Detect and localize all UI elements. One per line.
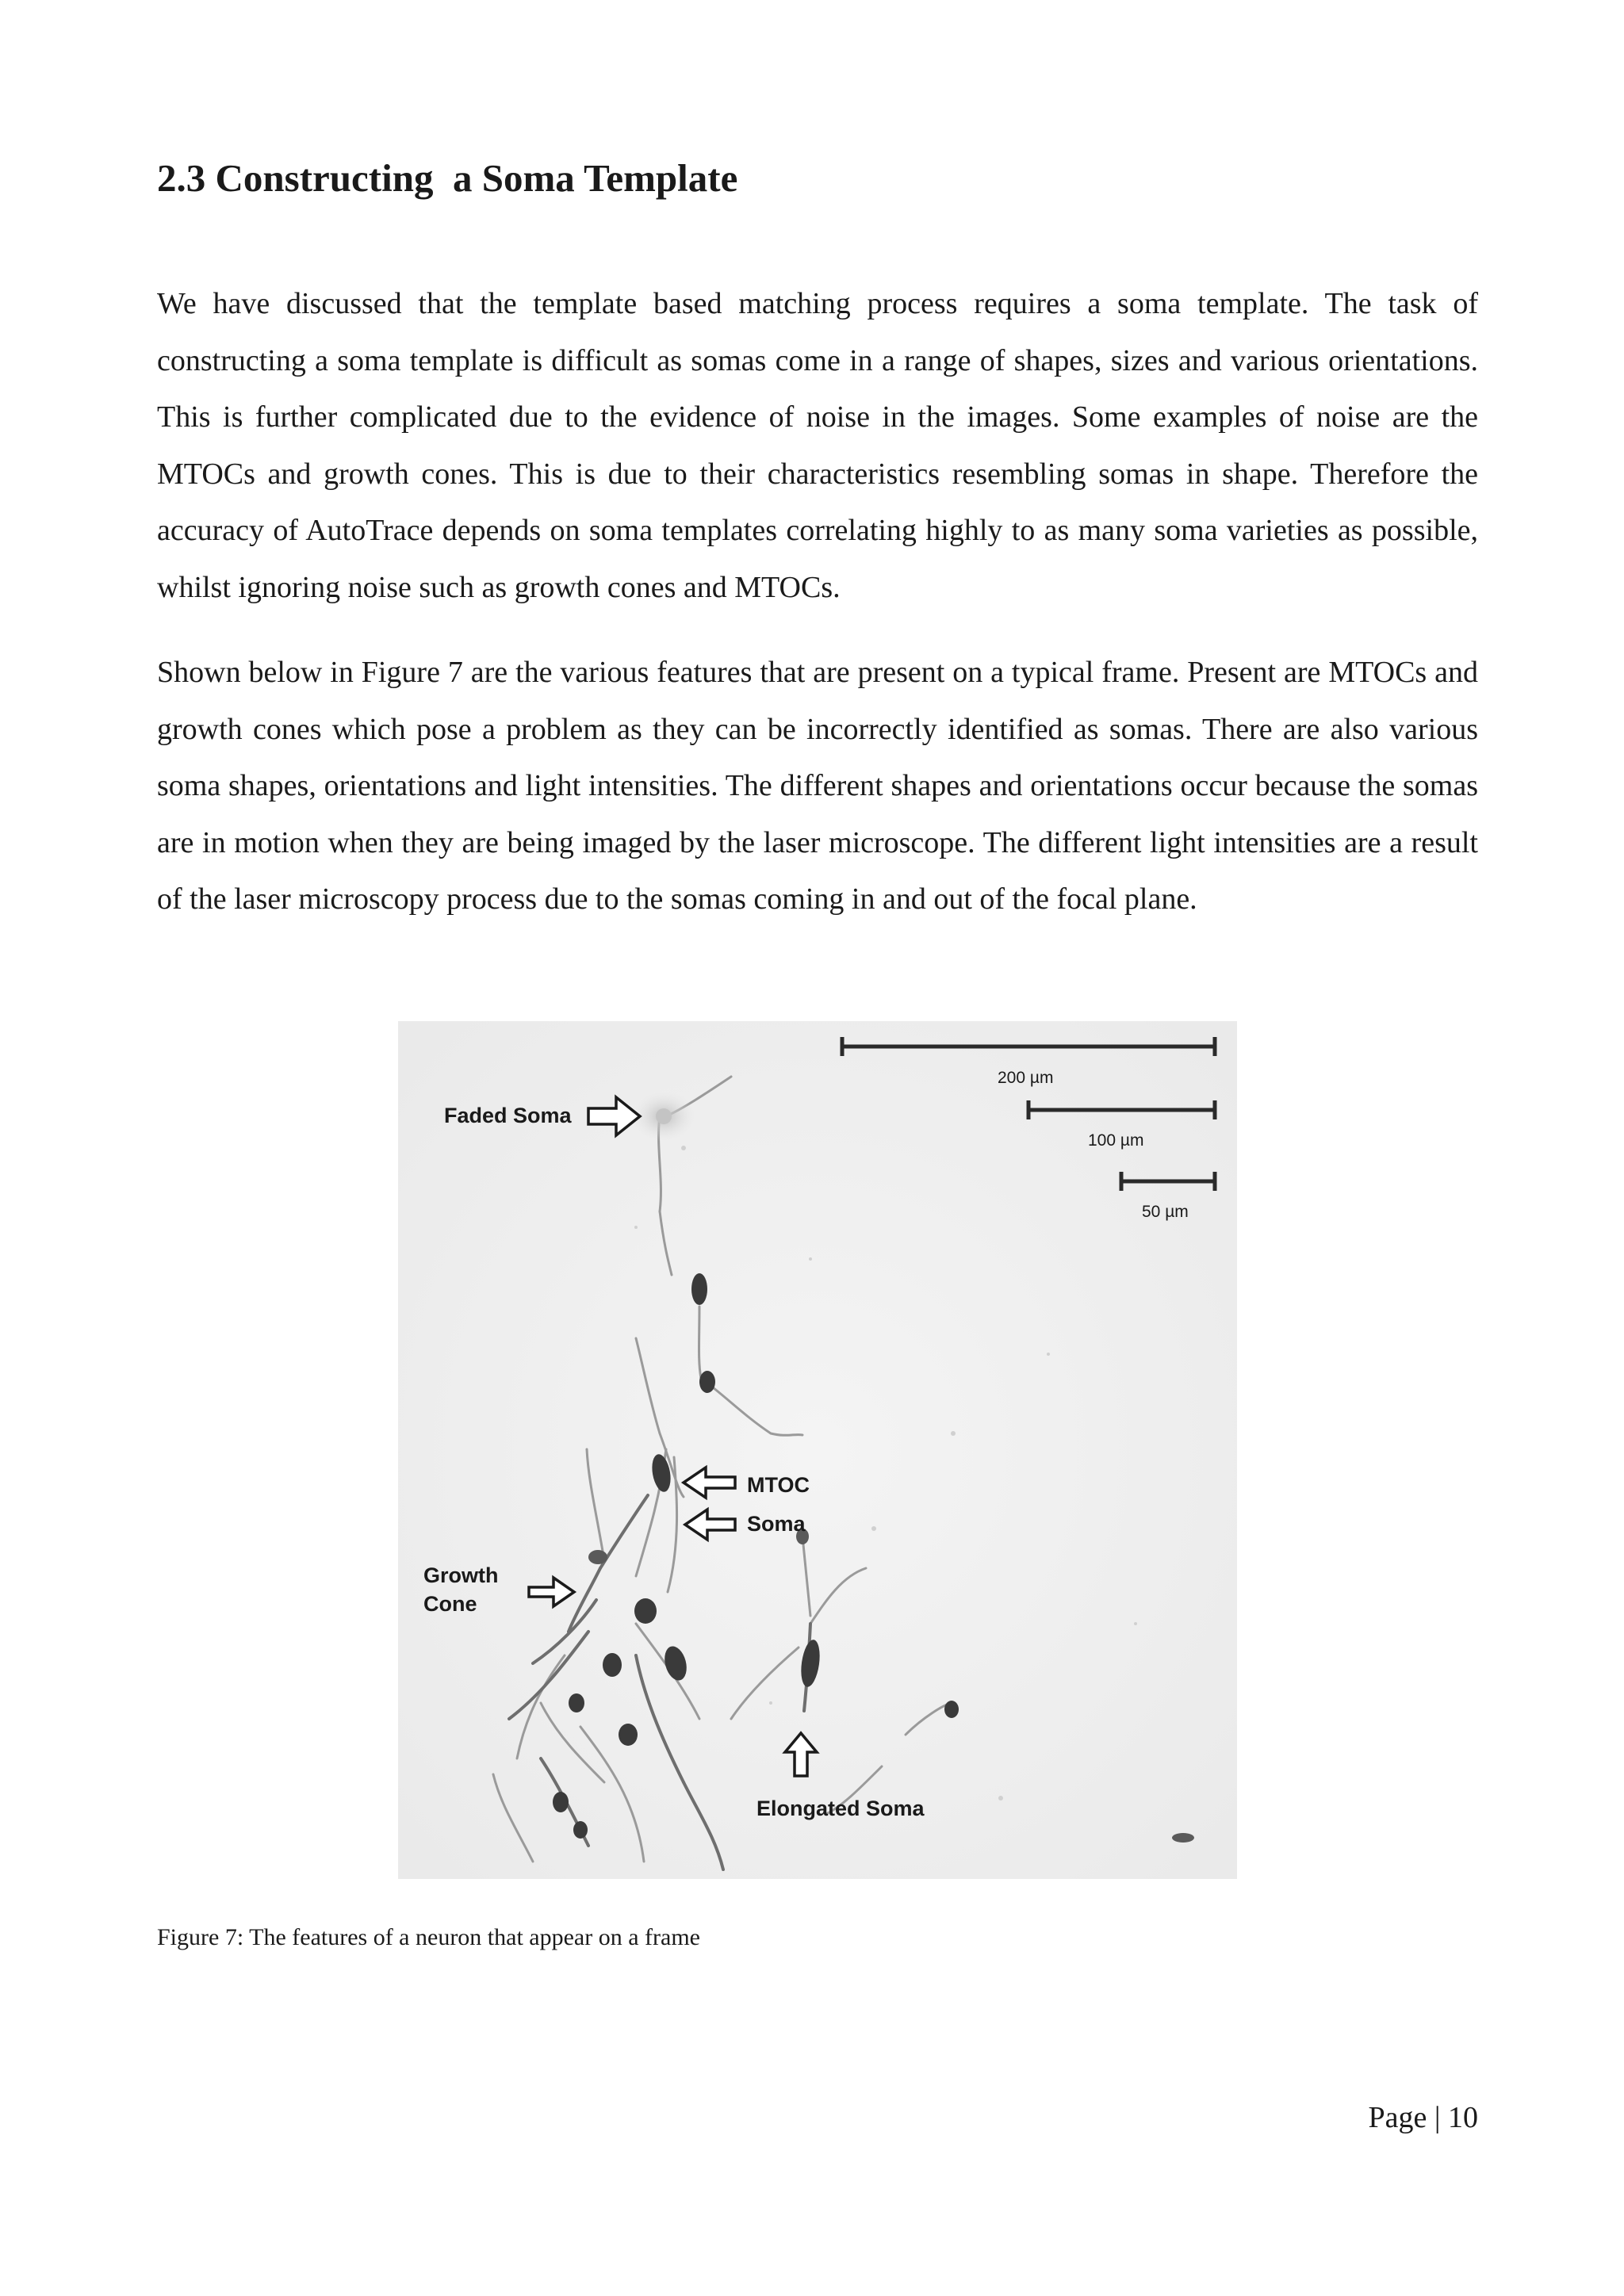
- section-heading: 2.3 Constructing a Soma Template: [157, 156, 738, 200]
- micrograph-background: [398, 1021, 1237, 1879]
- scale-label-200: 200 µm: [998, 1069, 1054, 1087]
- page-number: Page | 10: [1368, 2101, 1478, 2134]
- faded-soma-core: [656, 1108, 672, 1124]
- label-growth: Growth: [423, 1563, 499, 1587]
- label-elongated-soma: Elongated Soma: [756, 1797, 925, 1820]
- label-cone: Cone: [423, 1592, 477, 1616]
- scale-label-50: 50 µm: [1142, 1203, 1189, 1221]
- label-soma: Soma: [747, 1512, 806, 1536]
- label-mtoc: MTOC: [747, 1473, 810, 1497]
- body-paragraph-1: We have discussed that the template based matching process requires a soma template. The task of constructing a soma template is difficult as somas come in a range of shapes, sizes and various orientations. This is further complicated due to the evidence of noise in the images. Some examples of noise are the MTOCs and growth cones. This is due to their characteristics resembling somas in shape. Therefore the accuracy of AutoTrace depends on soma templates correlating highly to as many soma varieties as possible, whilst ignoring noise such as growth cones and MTOCs.: [157, 287, 1478, 604]
- figure-caption: Figure 7: The features of a neuron that appear on a frame: [157, 1924, 700, 1950]
- scale-label-100: 100 µm: [1088, 1131, 1144, 1150]
- body-paragraph-2: Shown below in Figure 7 are the various features that are present on a typical frame. Present are MTOCs and growth cones which pose a problem as they can be incorrectly identified as somas. There are also various soma shapes, orientations and light intensities. The different shapes and orientations occur because the somas are in motion when they are being imaged by the laser microscope. The different light intensities are a result of the laser microscopy process due to the somas coming in and out of the focal plane.: [157, 656, 1478, 916]
- label-faded-soma: Faded Soma: [444, 1104, 572, 1127]
- figure-7-micrograph: [398, 1021, 1237, 1879]
